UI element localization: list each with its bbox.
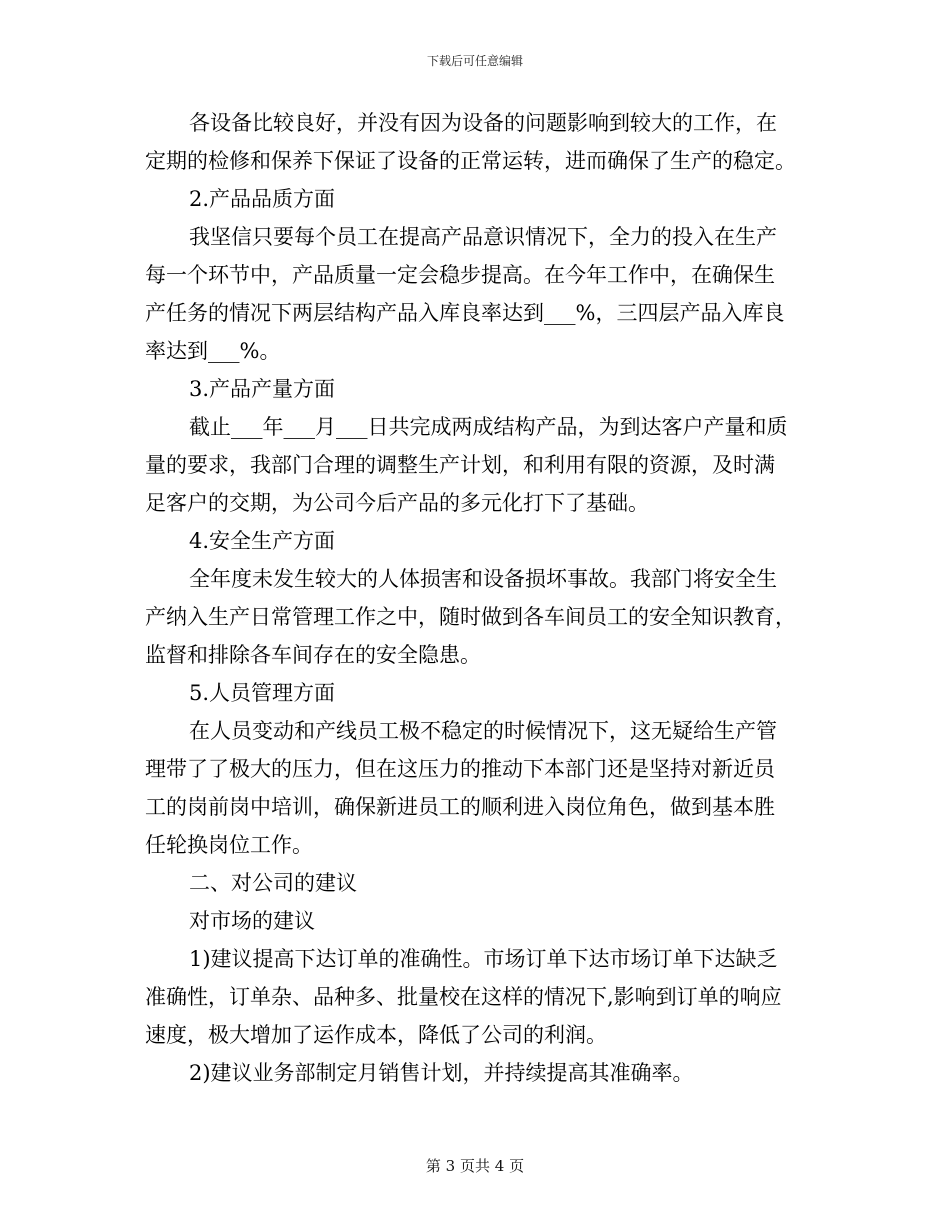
paragraph-line: 截止___年___月___日共完成两成结构产品，为到达客户产量和质 — [189, 415, 788, 439]
section-heading: 对市场的建议 — [189, 909, 315, 933]
paragraph-line: 每一个环节中，产品质量一定会稳步提高。在今年工作中，在确保生 — [145, 263, 775, 287]
paragraph-line: 各设备比较良好，并没有因为设备的问题影响到较大的工作，在 — [189, 111, 777, 135]
paragraph-line: 定期的检修和保养下保证了设备的正常运转，进而确保了生产的稳定。 — [145, 149, 796, 173]
section-heading: 4.安全生产方面 — [189, 529, 336, 553]
paragraph-line: 率达到___%。 — [145, 339, 281, 363]
paragraph-line: 准确性，订单杂、品种多、批量校在这样的情况下,影响到订单的响应 — [145, 985, 782, 1009]
paragraph-line: 量的要求，我部门合理的调整生产计划，和利用有限的资源，及时满 — [145, 453, 775, 477]
page-footer: 第 3 页共 4 页 — [425, 1157, 525, 1175]
paragraph-line: 在人员变动和产线员工极不稳定的时候情况下，这无疑给生产管 — [189, 719, 777, 743]
paragraph-line: 1)建议提高下达订单的准确性。市场订单下达市场订单下达缺乏 — [189, 947, 778, 971]
paragraph-line: 足客户的交期，为公司今后产品的多元化打下了基础。 — [145, 491, 649, 515]
section-heading: 2.产品品质方面 — [189, 187, 336, 211]
paragraph-line: 工的岗前岗中培训，确保新进员工的顺利进入岗位角色，做到基本胜 — [145, 795, 775, 819]
paragraph-line: 2)建议业务部制定月销售计划，并持续提高其准确率。 — [189, 1061, 694, 1085]
paragraph-line: 监督和排除各车间存在的安全隐患。 — [145, 643, 481, 667]
section-heading: 二、对公司的建议 — [189, 871, 357, 895]
paragraph-line: 我坚信只要每个员工在提高产品意识情况下，全力的投入在生产 — [189, 225, 777, 249]
section-heading: 5.人员管理方面 — [189, 681, 336, 705]
paragraph-line: 任轮换岗位工作。 — [145, 833, 313, 857]
paragraph-line: 速度，极大增加了运作成本，降低了公司的利润。 — [145, 1023, 607, 1047]
page-header: 下载后可任意编辑 — [426, 54, 523, 68]
paragraph-line: 产任务的情况下两层结构产品入库良率达到___%，三四层产品入库良 — [145, 301, 785, 325]
section-heading: 3.产品产量方面 — [189, 377, 336, 401]
document-body — [145, 104, 810, 1092]
paragraph-line: 产纳入生产日常管理工作之中，随时做到各车间员工的安全知识教育， — [145, 605, 796, 629]
paragraph-line: 全年度未发生较大的人体损害和设备损坏事故。我部门将安全生 — [189, 567, 777, 591]
paragraph-line: 理带了了极大的压力，但在这压力的推动下本部门还是坚持对新近员 — [145, 757, 775, 781]
